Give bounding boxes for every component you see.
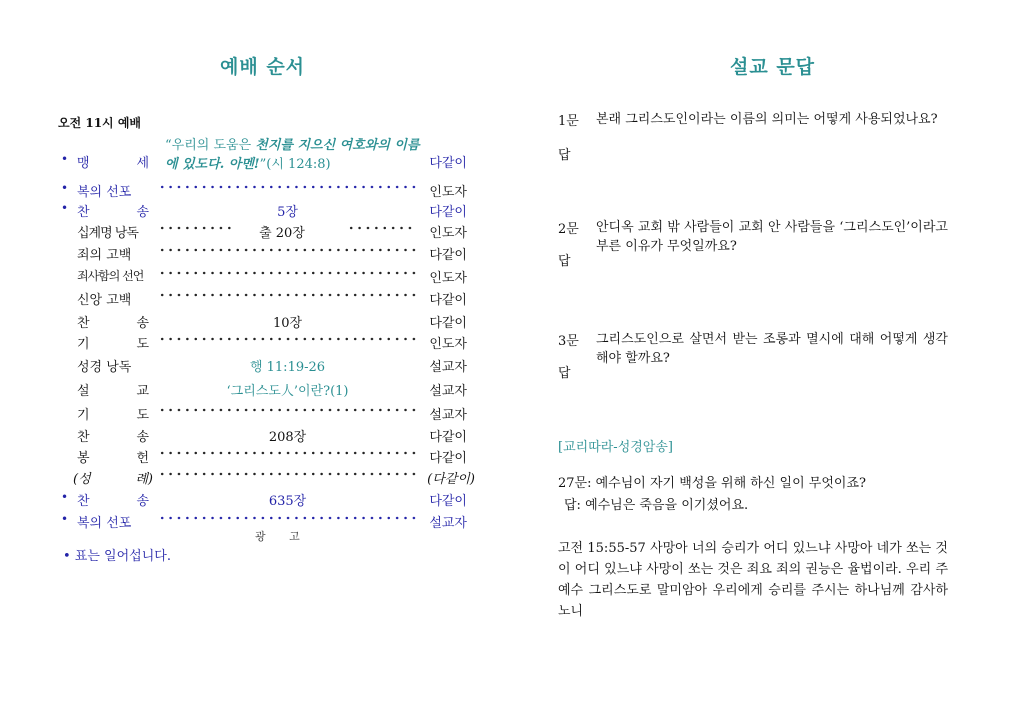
announcements: 광 고 (255, 530, 310, 543)
memory-verse-heading: [교리따라-성경암송] (558, 440, 674, 455)
order-item-prayer (55, 331, 475, 352)
answer-label: 답 (558, 366, 571, 381)
service-time: 오전 11시 예배 (58, 116, 142, 130)
question-number: 1문 (558, 114, 579, 129)
order-item-name: 복의 선포 (77, 185, 132, 200)
hymn-number: 635장 (268, 494, 307, 509)
order-item-name: 십계명 낭독 (77, 226, 138, 241)
stand-note: • 표는 일어섭니다. (63, 549, 171, 564)
scripture-ref: 출 20장 (259, 226, 305, 241)
order-item-absolution (55, 265, 475, 286)
order-item-leader: 설교자 (429, 360, 467, 375)
stand-bullet: • (61, 201, 69, 215)
hymn-number: 208장 (268, 430, 307, 445)
order-item-offering (55, 445, 475, 466)
leader-dots (158, 408, 417, 412)
order-item-leader: 다같이 (429, 293, 467, 308)
order-item-hymn (55, 199, 475, 220)
leader-dots (158, 248, 417, 252)
leader-dots (158, 293, 417, 297)
order-item-sermon (55, 378, 475, 399)
order-item-name: 죄의 고백 (77, 248, 132, 263)
sermon-qa-title: 설교 문답 (730, 56, 816, 78)
order-item-name: 찬 송 (77, 316, 149, 331)
question-text: 그리스도인으로 살면서 받는 조롱과 멸시에 대해 어떻게 생각해야 할까요? (596, 332, 948, 366)
leader-dots (158, 472, 417, 476)
scripture-ref: 행 11:19-26 (249, 360, 326, 375)
leader-dots (158, 516, 417, 520)
stand-bullet: • (61, 512, 69, 526)
order-item-leader: 인도자 (429, 337, 467, 352)
question-number: 3문 (558, 334, 579, 349)
hymn-number: 5장 (277, 205, 298, 220)
order-item-confession (55, 242, 475, 263)
stand-bullet: • (61, 152, 69, 166)
answer-label: 답 (558, 254, 571, 269)
order-item-name: 설 교 (77, 384, 149, 399)
order-item-name: 기 도 (77, 408, 149, 423)
order-item-creed (55, 287, 475, 308)
pledge-text: “우리의 도움은 천지를 지으신 여호와의 이름에 있도다. 아멘!”(시 124:8) (165, 138, 420, 172)
order-item-name: 찬 송 (77, 494, 149, 509)
stand-bullet: • (61, 181, 69, 195)
order-item-leader: 다같이 (429, 316, 467, 331)
order-item-leader: 다같이 (429, 494, 467, 509)
order-item-leader: 다같이 (429, 205, 467, 220)
sermon-title: ‘그리스도人’이란?(1) (226, 384, 349, 399)
hymn-number: 10장 (272, 316, 303, 331)
worship-order-title: 예배 순서 (220, 56, 306, 78)
order-item-leader: 설교자 (429, 408, 467, 423)
order-item-name: 성경 낭독 (77, 360, 132, 375)
answer-label: 답 (558, 148, 571, 163)
order-item-hymn (55, 488, 475, 509)
order-item-hymn (55, 424, 475, 445)
order-item-sacrament (55, 466, 475, 487)
stand-bullet: • (61, 490, 69, 504)
leader-dots (347, 226, 417, 230)
order-item-leader: 다같이 (429, 451, 467, 466)
order-item-prayer (55, 402, 475, 423)
leader-dots (158, 337, 417, 341)
catechism (558, 473, 950, 517)
order-item-name: 신앙 고백 (77, 293, 132, 308)
order-item-leader: 설교자 (429, 384, 467, 399)
order-item-leader: 다같이 (429, 156, 467, 171)
order-item-leader: 인도자 (429, 271, 467, 286)
order-item-hymn (55, 310, 475, 331)
order-item-leader: 인도자 (429, 185, 467, 200)
order-item-leader: (다같이) (427, 472, 475, 487)
leader-dots (158, 451, 417, 455)
leader-dots (158, 271, 417, 275)
order-item-name: 찬 송 (77, 205, 149, 220)
order-item-pledge (55, 150, 475, 171)
order-item-leader: 다같이 (429, 430, 467, 445)
order-item-name: 맹 세 (77, 156, 149, 171)
order-item-name: 봉 헌 (77, 451, 149, 466)
order-item-scripture (55, 354, 475, 375)
order-item-name: 찬 송 (77, 430, 149, 445)
order-item-leader: 인도자 (429, 226, 467, 241)
memory-verse: 고전 15:55-57 사망아 너의 승리가 어디 있느냐 사망아 네가 쏘는 것이 어디 있느냐 사망이 쏘는 것은 죄요 죄의 권능은 율법이라. 우리 주 예수 그리스도로 말미암아 우리에게 승리를 주시는 하나님께 감사하노니 (558, 541, 948, 619)
question-text: 본래 그리스도인이라는 이름의 의미는 어떻게 사용되었나요? (596, 112, 938, 127)
order-item-name: 기 도 (77, 337, 149, 352)
order-item-call (55, 179, 475, 200)
order-item-name: 죄사함의 선언 (77, 269, 144, 283)
leader-dots (158, 185, 417, 189)
catechism-answer: 답: 예수님은 죽음을 이기셨어요. (564, 498, 749, 513)
catechism-question: 27문: 예수님이 자기 백성을 위해 하신 일이 무엇이죠? (558, 476, 866, 491)
order-item-name: 복의 선포 (77, 516, 132, 531)
leader-dots (158, 226, 234, 230)
order-item-leader: 다같이 (429, 248, 467, 263)
question-number: 2문 (558, 222, 579, 237)
question-text: 안디옥 교회 밖 사람들이 교회 안 사람들을 ‘그리스도인’이라고 부른 이유가 무엇일까요? (596, 220, 948, 254)
order-item-leader: 설교자 (429, 516, 467, 531)
order-item-commandments (55, 220, 475, 241)
order-item-name: (성 례) (73, 472, 153, 487)
